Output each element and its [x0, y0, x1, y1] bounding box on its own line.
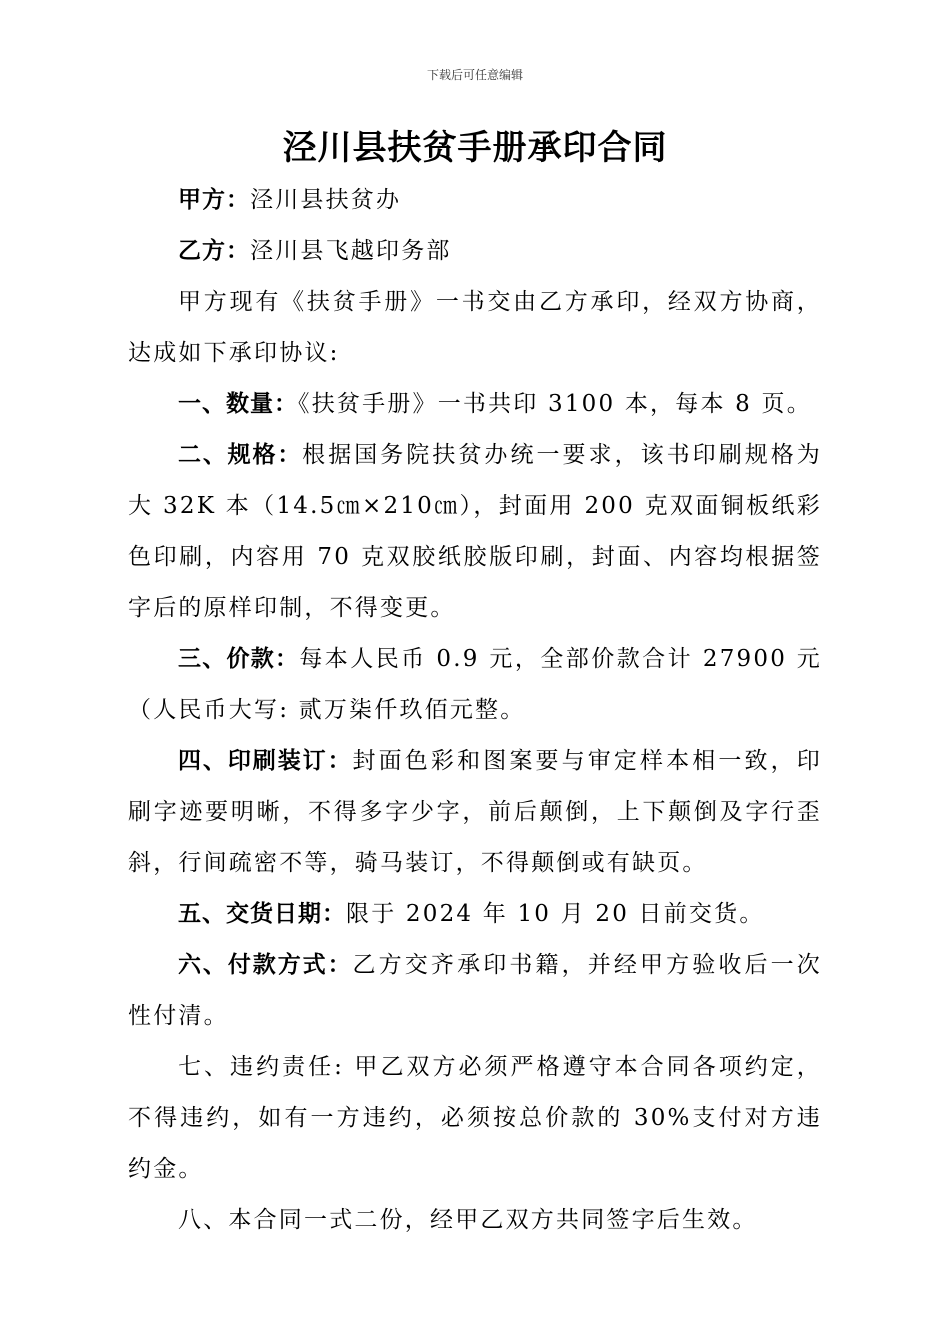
- clause-text: 乙方交齐承印书籍，并经甲方验收后一次性付清。: [128, 952, 822, 1029]
- document-title: 泾川县扶贫手册承印合同: [282, 128, 668, 168]
- clause-text: 封面色彩和图案要与审定样本相一致，印刷字迹要明晰，不得多字少字，前后颠倒，上下颠倒及字行歪斜，行间疏密不等，骑马装订，不得颠倒或有缺页。: [128, 748, 822, 876]
- clause-delivery-date: [128, 889, 822, 940]
- clause-printing-binding: [128, 736, 822, 889]
- clause-label: 三、价款：: [178, 646, 300, 672]
- party-b-value: 泾川县飞越印务部: [250, 238, 452, 264]
- party-b-label: 乙方：: [178, 238, 250, 264]
- clause-label: 五、交货日期：: [178, 901, 346, 927]
- clause-label: 四、印刷装订：: [178, 748, 353, 774]
- clause-label: 二、规格：: [178, 442, 303, 468]
- clause-text: 每本人民币 0.9 元，全部价款合计 27900 元（人民币大写: 贰万柒仟玖佰元整。: [128, 646, 822, 723]
- party-a-line: [128, 175, 822, 226]
- clause-text: 《扶贫手册》一书共印 3100 本，每本 8 页。: [298, 391, 812, 417]
- clause-text: 根据国务院扶贫办统一要求，该书印刷规格为大 32K 本（14.5㎝×210㎝），封面用 200 克双面铜板纸彩色印刷，内容用 70 克双胶纸胶版印刷，封面、内容均根据签字后的原样印制，不得变更。: [128, 442, 823, 621]
- clause-label: 六、付款方式：: [178, 952, 353, 978]
- party-a-label: 甲方：: [178, 187, 250, 213]
- contract-body: [128, 175, 822, 1246]
- intro-paragraph: 甲方现有《扶贫手册》一书交由乙方承印，经双方协商，达成如下承印协议:: [128, 289, 822, 366]
- clause-quantity: [128, 379, 822, 430]
- clause-breach-liability: 七、违约责任: 甲乙双方必须严格遵守本合同各项约定，不得违约，如有一方违约，必须按总价款的 30%支付对方违约金。: [128, 1054, 822, 1182]
- clause-text: 限于 2024 年 10 月 20 日前交货。: [346, 901, 765, 927]
- clause-effectiveness: 八、本合同一式二份，经甲乙双方共同签字后生效。: [178, 1207, 758, 1233]
- clause-specification: [128, 430, 822, 634]
- clause-price: [128, 634, 822, 736]
- clause-payment-method: [128, 940, 822, 1042]
- page-header-note: 下载后可任意编辑: [426, 68, 523, 82]
- party-a-value: 泾川县扶贫办: [250, 187, 402, 213]
- party-b-line: [128, 226, 822, 277]
- clause-label: 一、数量：: [178, 391, 298, 417]
